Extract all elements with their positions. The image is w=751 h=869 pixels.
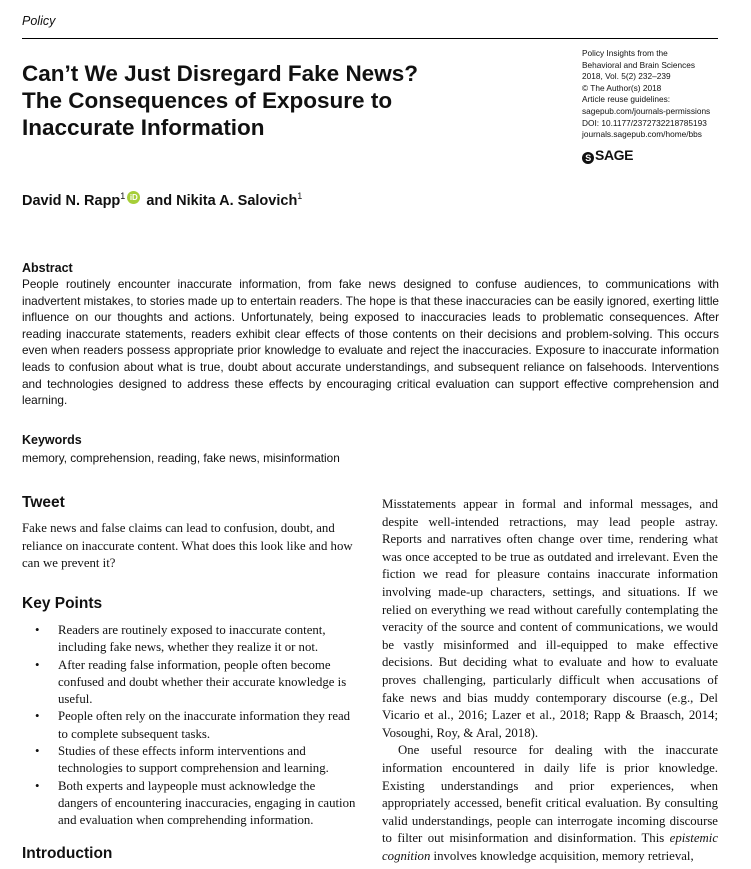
- author-name: Nikita A. Salovich: [176, 193, 298, 209]
- tweet-heading: Tweet: [22, 494, 65, 511]
- journal-info: [582, 48, 742, 141]
- header-rule: [22, 38, 718, 39]
- list-item: [22, 622, 356, 657]
- keywords-text: memory, comprehension, reading, fake news, misinformation: [22, 451, 340, 465]
- section-tag: Policy: [22, 14, 56, 28]
- sage-mark-icon: S: [582, 152, 594, 164]
- list-item: [22, 657, 356, 709]
- title-line-1: Can’t We Just Disregard Fake News?: [22, 61, 418, 86]
- body-column-right: [382, 496, 718, 865]
- permissions-link[interactable]: sagepub.com/journals-permissions: [582, 105, 711, 116]
- affiliation-marker: 1: [120, 191, 126, 201]
- bullet: •: [35, 709, 40, 724]
- reuse-label: Article reuse guidelines:: [582, 94, 671, 105]
- key-point-text: After reading false information, people often become confused and doubt whether their accurate knowledge is useful.: [58, 657, 347, 707]
- bullet: •: [35, 778, 40, 793]
- abstract-heading: Abstract: [22, 261, 73, 275]
- keywords-heading: Keywords: [22, 433, 82, 447]
- italic-term: cognition: [382, 848, 431, 863]
- affiliation-marker: 1: [297, 191, 303, 201]
- paragraph-text: One useful resource for dealing with the inaccurate information encountered in daily life is prior knowledge. Existing understandings and prior experiences, when appropriately accessed, benefit critical evaluation. By consulting valid understandings, people can interrogate incoming discourse to filter out misinformation and disinformation. This: [382, 743, 718, 846]
- bullet: •: [35, 623, 40, 637]
- key-points-heading: Key Points: [22, 595, 103, 612]
- journal-name-line-2: Behavioral and Brain Sciences: [582, 59, 695, 70]
- list-item: [22, 778, 356, 830]
- journal-name-line-1: Policy Insights from the: [582, 48, 668, 58]
- italic-term: epistemic: [669, 831, 718, 846]
- abstract-text: People routinely encounter inaccurate information, from fake news designed to confuse audiences, to communications with inadvertent mistakes, to stories made up to entertain readers. The hope is that these inaccuracies can be easily ignored, exerting little influence on our thoughts and actions. Unfortunately, being exposed to inaccuracies leads to problematic consequences. After reading inaccurate statements, readers exhibit clear effects of those contents on their decisions and problem-solving. This occurs even when readers possess appropriate prior knowledge to evaluate and reject the inaccuracies. Exposure to inaccurate information leads to confusion about what is true, doubt about accurate understandings, and subsequent reliance on falsehoods. Interventions and technologies designed to address these effects by encouraging critical evaluation can support effective comprehension and learning.: [22, 277, 719, 408]
- bullet: •: [35, 744, 40, 759]
- body-paragraph-2: [382, 742, 718, 865]
- key-points-list: [22, 622, 356, 830]
- sage-logo: [582, 147, 633, 164]
- key-point-text: Readers are routinely exposed to inaccurate content, including fake news, whether they realize it or not.: [58, 623, 326, 655]
- author-joiner: and: [142, 193, 177, 209]
- introduction-heading: Introduction: [22, 845, 113, 862]
- article-title: [22, 60, 542, 141]
- orcid-icon[interactable]: iD: [127, 191, 140, 204]
- list-item: [22, 708, 356, 743]
- key-point-text: People often rely on the inaccurate information they read to complete subsequent tasks.: [58, 709, 351, 741]
- bullet: •: [35, 657, 40, 672]
- author-name: David N. Rapp: [22, 193, 121, 209]
- paragraph-text: involves knowledge acquisition, memory retrieval,: [430, 848, 694, 863]
- title-line-2: The Consequences of Exposure to: [22, 88, 393, 113]
- body-paragraph-1: Misstatements appear in formal and informal messages, and despite well-intended retractions, may lead people astray. Reports and narratives often change over time, rendering what was once accepted to be true as outdated and irrelevant. Even the fiction we read for pleasure contains inaccurate information involving made-up characters, settings, and situations. If we relied on everything we read without carefully contemplating the veracity of the source and content of communications, we would be vastly misinformed and ill-equipped to make effective decisions. But deciding what to evaluate and how to evaluate proves challenging, particularly difficult when accusations of fake news and bias muddy contemporary discourse (e.g., Del Vicario et al., 2016; Lazer et al., 2018; Rapp & Braasch, 2014; Vosoughi, Roy, & Aral, 2018).: [382, 497, 718, 740]
- key-point-text: Both experts and laypeople must acknowledge the dangers of encountering inaccuracies, engaging in caution and evaluation when comprehending information.: [58, 778, 356, 828]
- key-point-text: Studies of these effects inform interventions and technologies to support comprehension and learning.: [58, 744, 329, 776]
- journal-homepage-link[interactable]: journals.sagepub.com/home/bbs: [582, 129, 702, 140]
- list-item: [22, 743, 356, 778]
- tweet-text: Fake news and false claims can lead to confusion, doubt, and reliance on inaccurate content. What does this look like and how can we prevent it?: [22, 521, 353, 571]
- sage-logo-text: SAGE: [595, 147, 634, 163]
- author-line: [22, 191, 302, 209]
- copyright: © The Author(s) 2018: [582, 82, 662, 93]
- title-line-3: Inaccurate Information: [22, 115, 265, 140]
- doi[interactable]: DOI: 10.1177/2372732218785193: [582, 117, 707, 128]
- journal-volume: 2018, Vol. 5(2) 232–239: [582, 71, 671, 82]
